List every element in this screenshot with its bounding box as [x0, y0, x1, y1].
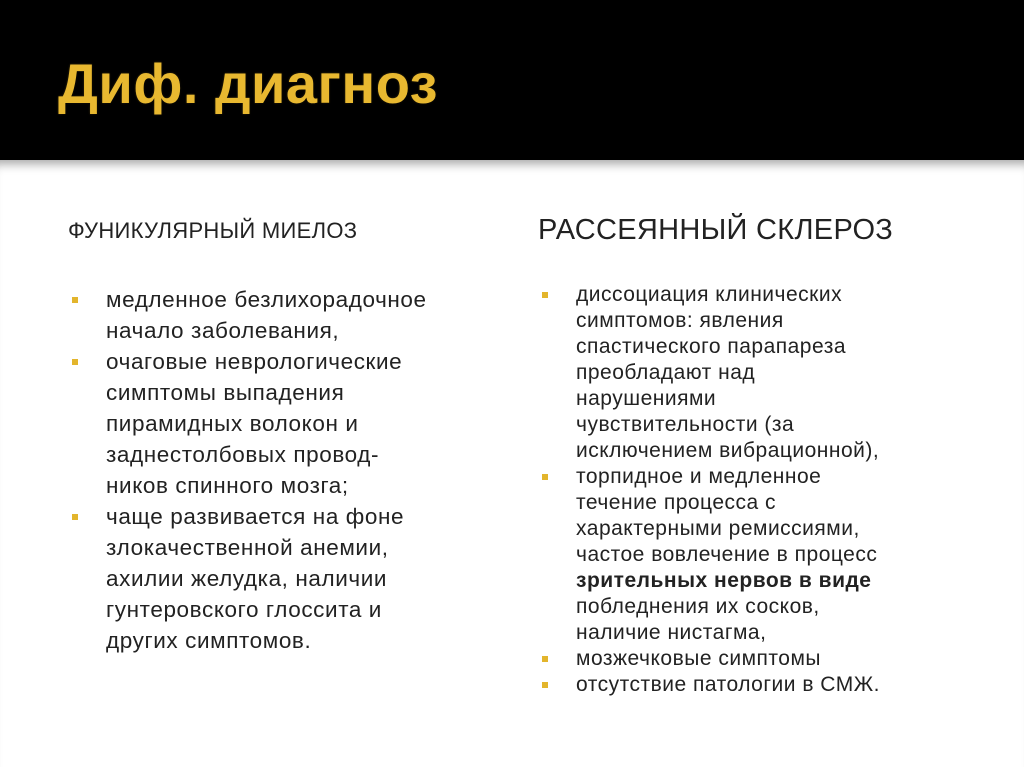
list-item — [538, 672, 978, 698]
slide-content — [0, 160, 1024, 767]
list-item-text-bold: зрительных нервов в виде — [576, 569, 872, 592]
bullet-square-icon — [542, 682, 548, 688]
list-item — [68, 501, 508, 656]
left-column-heading: ФУНИКУЛЯРНЫЙ МИЕЛОЗ — [68, 218, 358, 243]
bullet-square-icon — [72, 297, 78, 303]
list-item — [538, 282, 978, 464]
list-item-text: чаще развивается на фоне злокачественной анемии, ахилии желудка, наличии гунтеровского глоссита и других симптомов. — [106, 504, 405, 653]
list-item-text-part: побледнения их сосков, наличие нистагма, — [576, 595, 820, 644]
bullet-square-icon — [542, 292, 548, 298]
list-item — [68, 284, 508, 346]
list-item-text: отсутствие патологии в СМЖ. — [576, 673, 880, 696]
bullet-square-icon — [72, 514, 78, 520]
bullet-square-icon — [542, 474, 548, 480]
left-bullet-list — [68, 284, 508, 656]
list-item-text: мозжечковые симптомы — [576, 647, 821, 670]
list-item — [538, 464, 978, 646]
slide-title: Диф. диагноз — [58, 52, 439, 115]
list-item-text — [576, 464, 978, 646]
bullet-square-icon — [72, 359, 78, 365]
list-item-text-part: торпидное и медленное течение процесса с характерными ремиссиями, частое вовлечение в процесс — [576, 465, 878, 566]
list-item — [68, 346, 508, 501]
list-item-text: очаговые неврологические симптомы выпадения пирамидных волокон и заднестолбовых провод- ников спинного мозга; — [106, 349, 403, 498]
title-bar — [0, 0, 1024, 160]
list-item-text: диссоциация клинических симптомов: явления спастического парапареза преобладают над нарушениями чувствительности (за исключением вибрационной), — [576, 283, 880, 462]
bullet-square-icon — [542, 656, 548, 662]
right-column-heading: РАССЕЯННЫЙ СКЛЕРОЗ — [538, 214, 894, 246]
list-item-text: медленное безлихорадочное начало заболевания, — [106, 287, 427, 343]
right-bullet-list — [538, 282, 978, 698]
list-item — [538, 646, 978, 672]
